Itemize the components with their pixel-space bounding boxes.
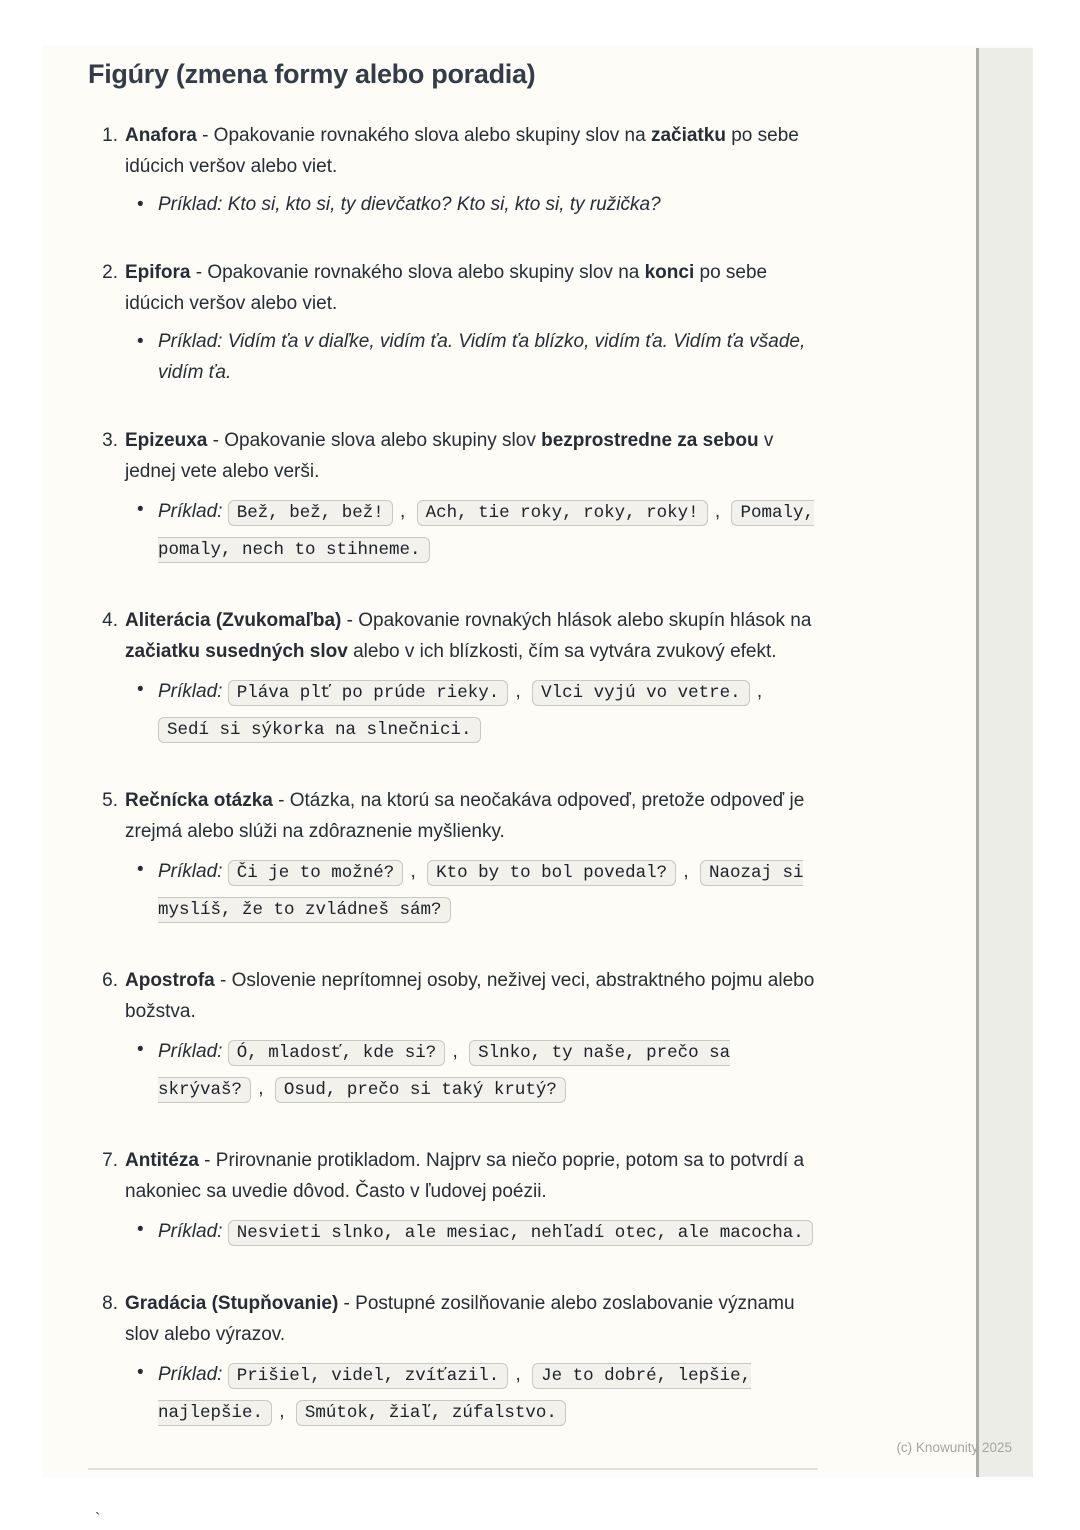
page-title: Figúry (zmena formy alebo poradia) [88, 59, 536, 89]
example-label: Príklad: [158, 1221, 228, 1242]
example-chip: Či je to možné? [228, 860, 404, 886]
example-text: Kto si, kto si, ty dievčatko? Kto si, kto si, ty ružička? [227, 194, 661, 215]
chip-separator: , [447, 1041, 464, 1062]
definition-term: Aliterácia (Zvukomaľba) [125, 610, 342, 631]
example-chip: Vlci vyjú vo vetre. [532, 680, 750, 706]
list-item [88, 785, 818, 928]
definition-text: - Opakovanie slova alebo skupiny slov [207, 430, 542, 451]
chip-separator: , [678, 861, 694, 882]
example-row [125, 494, 818, 568]
example-chip: Je to dobré, lepšie, najlepšie. [158, 1363, 751, 1426]
example-chip: Bež, bež, bež! [228, 500, 393, 526]
example-content [158, 674, 818, 748]
example-content [158, 326, 818, 388]
list-item [88, 1288, 818, 1431]
example-row [125, 326, 818, 388]
example-content [158, 854, 818, 928]
item-body [125, 425, 818, 568]
item-definition [125, 425, 818, 487]
definition-term: začiatku susedných slov [125, 641, 348, 662]
definition-text: - Prirovnanie protikladom. Najprv sa niečo poprie, potom sa to potvrdí a nakoniec sa uvedie dôvod. Často v ľudovej poézii. [125, 1150, 805, 1202]
item-body [125, 965, 818, 1108]
definition-term: bezprostredne za sebou [541, 430, 759, 451]
list-item [88, 425, 818, 568]
example-chip: Slnko, ty naše, prečo sa skrývaš? [158, 1040, 730, 1103]
example-label: Príklad: [158, 194, 228, 215]
example-content [158, 494, 818, 568]
definition-term: Rečnícka otázka [125, 790, 273, 811]
example-label: Príklad: [158, 681, 228, 702]
item-number: 7. [102, 1150, 118, 1171]
item-number: 3. [102, 430, 118, 451]
example-label: Príklad: [158, 1364, 228, 1385]
example-row [125, 189, 818, 220]
item-definition [125, 785, 818, 847]
bullet-icon: • [137, 499, 144, 520]
item-body [125, 120, 818, 220]
example-chip: Osud, prečo si taký krutý? [275, 1077, 566, 1103]
list-item [88, 1145, 818, 1251]
item-number: 2. [102, 262, 118, 283]
stray-backtick: ` [95, 1511, 101, 1528]
example-chip: Ó, mladosť, kde si? [228, 1040, 446, 1066]
example-chip: Prišiel, videl, zvíťazil. [228, 1363, 509, 1389]
example-content [158, 1034, 818, 1108]
definition-text: - Opakovanie rovnakých hlások alebo skupín hlások na [341, 610, 812, 631]
item-body [125, 785, 818, 928]
item-body [125, 1145, 818, 1251]
copyright-footer: (c) Knowunity 2025 [896, 1440, 1012, 1455]
item-body [125, 257, 818, 388]
definition-text: - Opakovanie rovnakého slova alebo skupiny slov na [196, 125, 651, 146]
chip-separator: , [510, 681, 527, 702]
chip-separator: , [253, 1078, 269, 1099]
definition-text: po sebe idúcich veršov alebo viet. [125, 262, 768, 314]
definition-term: Anafora [125, 125, 197, 146]
definition-text: - Oslovenie neprítomnej osoby, neživej veci, abstraktného pojmu alebo božstva. [125, 970, 815, 1022]
definition-term: začiatku [650, 125, 726, 146]
item-definition [125, 605, 818, 667]
item-number: 5. [102, 790, 118, 811]
example-chip: Ach, tie roky, roky, roky! [417, 500, 708, 526]
example-row [125, 1357, 818, 1431]
item-number: 6. [102, 970, 118, 991]
bullet-icon: • [137, 679, 144, 700]
list-item [88, 120, 818, 220]
item-number: 8. [102, 1293, 118, 1314]
document-page [42, 45, 1033, 1528]
example-content [158, 1357, 818, 1431]
chip-separator: , [394, 501, 411, 522]
item-body [125, 605, 818, 748]
item-definition [125, 257, 818, 319]
list-item [88, 257, 818, 388]
bullet-icon: • [137, 1219, 144, 1240]
example-chip: Nesvieti slnko, ale mesiac, nehľadí otec, ale macocha. [228, 1220, 813, 1246]
example-label: Príklad: [158, 861, 228, 882]
bullet-icon: • [137, 331, 144, 352]
chip-separator: , [405, 861, 422, 882]
definition-term: Apostrofa [125, 970, 215, 991]
definition-text: - Otázka, na ktorú sa neočakáva odpoveď, pretože odpoveď je zrejmá alebo slúži na zdôraznenie myšlienky. [125, 790, 805, 842]
definition-text: alebo v ich blízkosti, čím sa vytvára zvukový efekt. [347, 641, 777, 662]
bullet-icon: • [137, 859, 144, 880]
definition-text: v jednej vete alebo verši. [125, 430, 774, 482]
example-row [125, 1214, 818, 1251]
item-definition [125, 965, 818, 1027]
example-chip: Smútok, žiaľ, zúfalstvo. [296, 1400, 566, 1426]
item-number: 4. [102, 610, 118, 631]
example-chip: Naozaj si myslíš, že to zvládneš sám? [158, 860, 803, 923]
list-item [88, 605, 818, 748]
example-chip: Sedí si sýkorka na slnečnici. [158, 717, 481, 743]
example-chip: Kto by to bol povedal? [427, 860, 676, 886]
chip-separator: , [709, 501, 726, 522]
item-definition [125, 120, 818, 182]
definition-text: - Postupné zosilňovanie alebo zoslabovanie významu slov alebo výrazov. [125, 1293, 795, 1345]
document-content [42, 45, 818, 1530]
item-definition [125, 1288, 818, 1350]
bullet-icon: • [137, 194, 144, 215]
example-row [125, 1034, 818, 1108]
example-content [158, 1214, 818, 1251]
definition-text: po sebe idúcich veršov alebo viet. [125, 125, 799, 177]
definition-term: konci [644, 262, 695, 283]
example-row [125, 674, 818, 748]
example-text: Vidím ťa v diaľke, vidím ťa. Vidím ťa blízko, vidím ťa. Vidím ťa všade, vidím ťa. [158, 331, 806, 383]
chip-separator: , [274, 1401, 290, 1422]
definition-term: Antitéza [125, 1150, 199, 1171]
example-label: Príklad: [158, 1041, 228, 1062]
chip-separator: , [751, 681, 763, 702]
chip-separator: , [510, 1364, 527, 1385]
item-definition [125, 1145, 818, 1207]
item-number: 1. [102, 125, 118, 146]
example-label: Príklad: [158, 331, 228, 352]
example-label: Príklad: [158, 501, 228, 522]
example-chip: Pláva plť po prúde rieky. [228, 680, 509, 706]
definition-text: - Opakovanie rovnakého slova alebo skupiny slov na [190, 262, 645, 283]
example-content [158, 189, 818, 220]
example-row [125, 854, 818, 928]
figures-list [88, 120, 818, 1431]
next-page-edge [976, 48, 1033, 1477]
definition-term: Epizeuxa [125, 430, 208, 451]
example-chip: Pomaly, pomaly, nech to stihneme. [158, 500, 814, 563]
list-item [88, 965, 818, 1108]
definition-term: Gradácia (Stupňovanie) [125, 1293, 339, 1314]
item-body [125, 1288, 818, 1431]
definition-term: Epifora [125, 262, 191, 283]
divider [88, 1468, 818, 1470]
bullet-icon: • [137, 1039, 144, 1060]
bullet-icon: • [137, 1362, 144, 1383]
